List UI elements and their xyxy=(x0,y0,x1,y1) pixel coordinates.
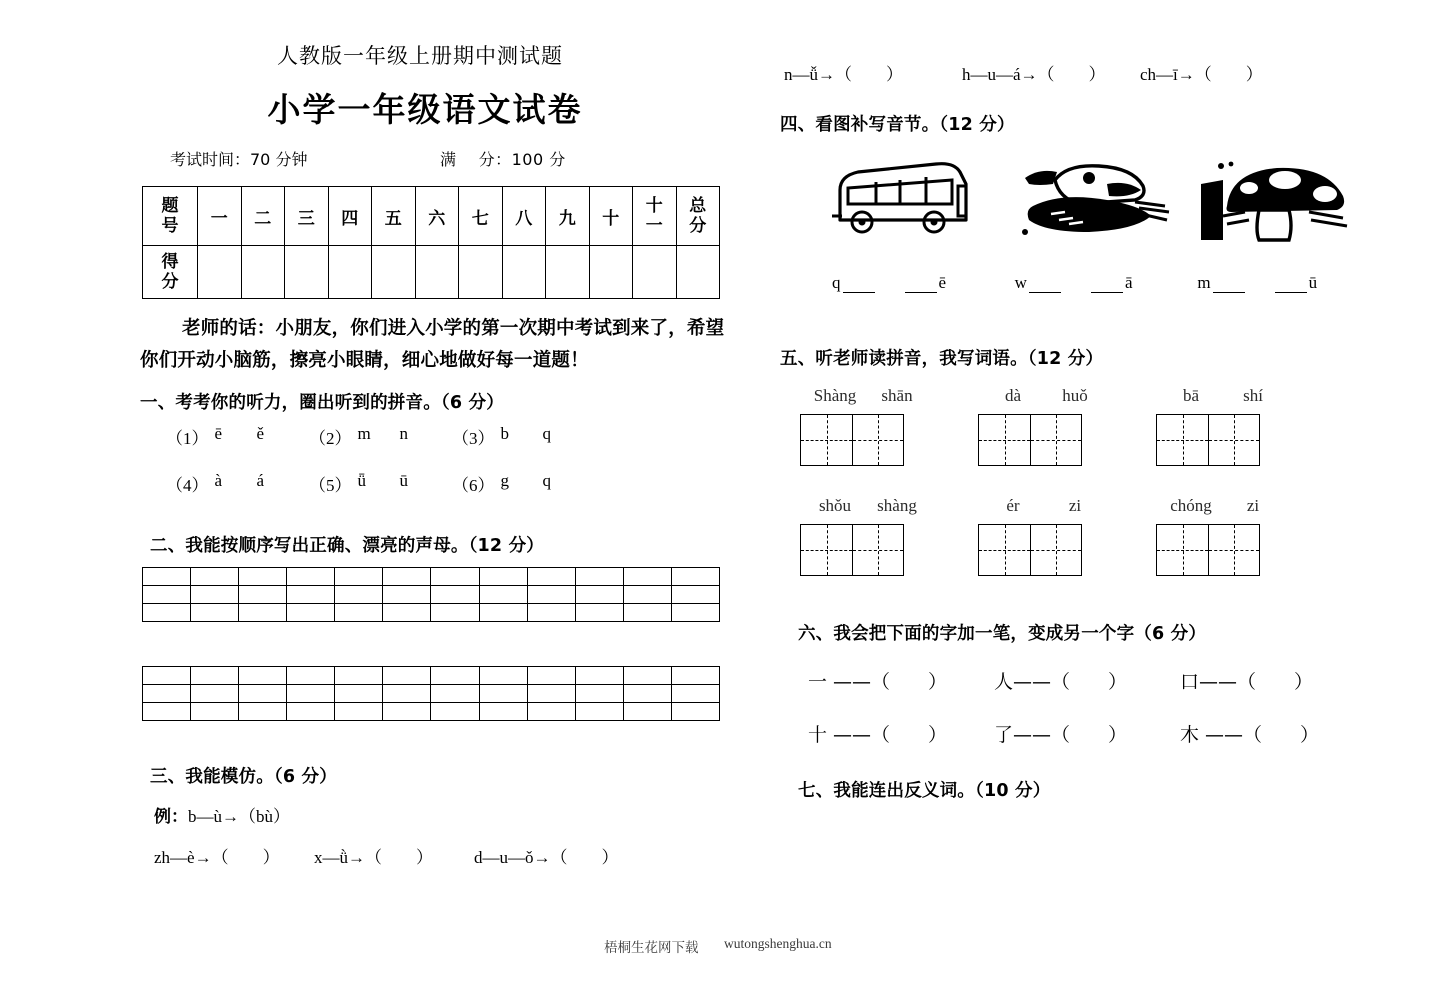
word-entry-3 xyxy=(1156,386,1334,466)
score-cell-6[interactable] xyxy=(415,246,459,299)
row-header-score: 得 分 xyxy=(143,246,198,299)
grid-cell[interactable] xyxy=(383,684,431,702)
left-column xyxy=(140,40,740,868)
grid-cell[interactable] xyxy=(143,585,191,603)
grid-cell[interactable] xyxy=(143,684,191,702)
pinyin-choice-2-label: （2） xyxy=(309,428,352,448)
syllable-input-3a[interactable] xyxy=(1213,279,1245,293)
word-pinyin-2 xyxy=(982,386,1156,406)
syllable-input-2a[interactable] xyxy=(1029,279,1061,293)
add-stroke-item-5[interactable]: 了——（ ） xyxy=(994,724,1128,746)
grid-cell[interactable] xyxy=(431,603,479,621)
add-stroke-item-3[interactable]: 口——（ ） xyxy=(1180,671,1314,693)
section-1-items xyxy=(166,424,740,496)
pinyin-syllable-1a: Shàng xyxy=(813,386,857,405)
tianzige-6[interactable] xyxy=(1156,524,1260,576)
pinyin-choice-row-1 xyxy=(166,424,740,449)
grid-cell[interactable] xyxy=(239,702,287,720)
grid-cell[interactable] xyxy=(431,684,479,702)
grid-cell[interactable] xyxy=(191,702,239,720)
pinyin-syllable-4a: shǒu xyxy=(818,496,852,515)
grid-cell[interactable] xyxy=(287,585,335,603)
grid-cell[interactable] xyxy=(527,603,575,621)
syllable-initial-3: m xyxy=(1197,273,1211,292)
word-grid-row-2 xyxy=(800,496,1380,576)
pinyin-choice-4[interactable] xyxy=(166,471,309,496)
pinyin-syllable-3b: shí xyxy=(1243,386,1263,405)
grid-cell[interactable] xyxy=(575,585,623,603)
grid-cell[interactable] xyxy=(527,684,575,702)
pinyin-option-6a[interactable]: g xyxy=(500,470,509,490)
grid-cell[interactable] xyxy=(191,666,239,684)
grid-cell[interactable] xyxy=(575,702,623,720)
exam-meta xyxy=(140,147,740,170)
pinyin-syllable-4b: shàng xyxy=(877,496,917,515)
score-cell-9[interactable] xyxy=(546,246,590,299)
pinyin-option-5b[interactable]: ū xyxy=(399,470,408,490)
bus-picture xyxy=(832,154,1015,259)
score-col-5: 五 xyxy=(372,187,416,246)
syllable-blank-1[interactable] xyxy=(832,273,1015,293)
grid-cell[interactable] xyxy=(239,603,287,621)
section-4-syllable-blanks xyxy=(832,273,1380,293)
section-2-heading: 二、我能按顺序写出正确、漂亮的声母。（12 分） xyxy=(150,535,544,556)
pinyin-syllable-5a: ér xyxy=(1006,496,1020,515)
pinyin-option-1a[interactable]: ē xyxy=(214,423,223,443)
grid-cell[interactable] xyxy=(671,603,719,621)
pinyin-option-6b[interactable]: q xyxy=(542,470,551,490)
score-cell-5[interactable] xyxy=(372,246,416,299)
pinyin-option-3a[interactable]: b xyxy=(500,423,509,443)
grid-cell[interactable] xyxy=(191,567,239,585)
grid-cell[interactable] xyxy=(287,567,335,585)
grid-cell[interactable] xyxy=(671,684,719,702)
tianzige-2[interactable] xyxy=(978,414,1082,466)
grid-cell[interactable] xyxy=(575,666,623,684)
example-text: b—ù→（bù） xyxy=(188,806,290,826)
grid-cell[interactable] xyxy=(383,666,431,684)
right-column xyxy=(780,48,1380,812)
table-row xyxy=(143,603,720,621)
pinyin-option-3b[interactable]: q xyxy=(542,423,551,443)
word-pinyin-6 xyxy=(1160,496,1334,516)
pinyin-choice-6[interactable] xyxy=(452,471,595,496)
grid-cell[interactable] xyxy=(287,603,335,621)
section-6-items xyxy=(808,667,1380,747)
pinyin-choice-4-label: （4） xyxy=(166,475,209,495)
grid-cell[interactable] xyxy=(671,585,719,603)
section-5-heading: 五、听老师读拼音，我写词语。（12 分） xyxy=(780,349,1104,369)
table-row xyxy=(143,666,720,684)
grid-cell[interactable] xyxy=(479,702,527,720)
grid-cell[interactable] xyxy=(623,684,671,702)
add-stroke-row-1 xyxy=(808,667,1380,694)
section-5-word-grids xyxy=(800,386,1380,576)
grid-cell[interactable] xyxy=(575,684,623,702)
syllable-blank-2[interactable] xyxy=(1015,273,1198,293)
tianzige-cell[interactable] xyxy=(852,525,903,575)
page-title: 小学一年级语文试卷 xyxy=(267,90,583,129)
score-cell-4[interactable] xyxy=(328,246,372,299)
grid-cell[interactable] xyxy=(623,567,671,585)
pinyin-syllable-6b: zi xyxy=(1246,496,1260,515)
pinyin-option-4a[interactable]: à xyxy=(214,470,223,490)
syllable-input-1a[interactable] xyxy=(843,279,875,293)
grid-spacer xyxy=(140,622,740,666)
score-col-total: 总 分 xyxy=(676,187,720,246)
syllable-input-3b[interactable] xyxy=(1275,279,1307,293)
word-entry-1 xyxy=(800,386,978,466)
word-entry-4 xyxy=(800,496,978,576)
tianzige-cell[interactable] xyxy=(1030,525,1081,575)
pinyin-choice-1-label: （1） xyxy=(166,428,209,448)
grid-cell[interactable] xyxy=(287,702,335,720)
imitate-item-5[interactable]: h—u—á→（ ） xyxy=(962,65,1106,84)
grid-cell[interactable] xyxy=(575,603,623,621)
pinyin-choice-5[interactable] xyxy=(309,471,452,496)
pinyin-option-1b[interactable]: ě xyxy=(256,423,265,443)
pinyin-syllable-3a: bā xyxy=(1182,386,1200,405)
add-stroke-item-6[interactable]: 木 ——（ ） xyxy=(1180,724,1320,746)
grid-cell[interactable] xyxy=(335,603,383,621)
grid-cell[interactable] xyxy=(623,603,671,621)
syllable-initial-2: w xyxy=(1014,273,1027,292)
score-col-9: 九 xyxy=(546,187,590,246)
score-col-8: 八 xyxy=(502,187,546,246)
score-cell-10[interactable] xyxy=(589,246,633,299)
pinyin-syllable-2a: dà xyxy=(1004,386,1022,405)
grid-cell[interactable] xyxy=(431,702,479,720)
tianzige-cell[interactable] xyxy=(801,525,852,575)
syllable-input-1b[interactable] xyxy=(905,279,937,293)
grid-cell[interactable] xyxy=(623,585,671,603)
grid-cell[interactable] xyxy=(623,702,671,720)
score-col-6: 六 xyxy=(415,187,459,246)
score-cell-3[interactable] xyxy=(285,246,329,299)
table-row xyxy=(143,585,720,603)
pinyin-choice-3-label: （3） xyxy=(452,428,495,448)
grid-cell[interactable] xyxy=(191,585,239,603)
exam-time-label: 考试时间：70 分钟 xyxy=(170,150,308,169)
grid-cell[interactable] xyxy=(527,567,575,585)
grid-cell[interactable] xyxy=(383,603,431,621)
grid-cell[interactable] xyxy=(431,585,479,603)
footer-site-url: wutongshenghua.cn xyxy=(724,936,832,951)
section-3-heading: 三、我能模仿。（6 分） xyxy=(150,766,337,787)
imitate-item-2[interactable]: x—ǜ→（ ） xyxy=(314,847,433,867)
score-col-4: 四 xyxy=(328,187,372,246)
table-row xyxy=(143,684,720,702)
pinyin-syllable-2b: huǒ xyxy=(1062,386,1088,405)
grid-cell[interactable] xyxy=(335,666,383,684)
pinyin-option-4b[interactable]: á xyxy=(256,470,265,490)
grid-cell[interactable] xyxy=(143,603,191,621)
grid-cell[interactable] xyxy=(671,702,719,720)
grid-cell[interactable] xyxy=(143,666,191,684)
row-header-question-number: 题 号 xyxy=(143,187,198,246)
example-label: 例： xyxy=(154,806,188,827)
footer xyxy=(604,936,832,956)
grid-cell[interactable] xyxy=(479,666,527,684)
imitate-item-1[interactable]: zh—è→（ ） xyxy=(154,847,280,867)
grid-cell[interactable] xyxy=(335,702,383,720)
section-4-heading: 四、看图补写音节。（12 分） xyxy=(780,115,1015,135)
imitate-item-3[interactable]: d—u—ǒ→（ ） xyxy=(474,847,619,867)
word-pinyin-3 xyxy=(1160,386,1334,406)
grid-cell[interactable] xyxy=(671,666,719,684)
full-marks-label: 满 分：100 分 xyxy=(440,150,566,169)
pinyin-syllable-5b: zi xyxy=(1068,496,1082,515)
grid-cell[interactable] xyxy=(479,603,527,621)
score-col-1: 一 xyxy=(198,187,242,246)
pinyin-option-2b[interactable]: n xyxy=(399,423,408,443)
grid-cell[interactable] xyxy=(287,684,335,702)
grid-cell[interactable] xyxy=(575,567,623,585)
pinyin-choice-2[interactable] xyxy=(309,424,452,449)
pinyin-option-2a[interactable]: m xyxy=(357,423,371,443)
tianzige-cell[interactable] xyxy=(1157,415,1208,465)
score-cell-1[interactable] xyxy=(198,246,242,299)
score-cell-2[interactable] xyxy=(241,246,285,299)
word-pinyin-4 xyxy=(804,496,978,516)
syllable-input-2b[interactable] xyxy=(1091,279,1123,293)
grid-cell[interactable] xyxy=(239,567,287,585)
tianzige-cell[interactable] xyxy=(852,415,903,465)
pinyin-choice-3[interactable] xyxy=(452,424,595,449)
grid-cell[interactable] xyxy=(527,666,575,684)
score-col-11: 十 一 xyxy=(633,187,677,246)
table-row-scores xyxy=(143,246,720,299)
teacher-note: 老师的话：小朋友，你们进入小学的第一次期中考试到来了，希望你们开动小脑筋，擦亮小眼睛，细心地做好每一道题！ xyxy=(140,318,725,371)
grid-cell[interactable] xyxy=(335,585,383,603)
score-cell-total[interactable] xyxy=(676,246,720,299)
add-stroke-item-1[interactable]: 一 ——（ ） xyxy=(808,671,948,693)
section-3-items-row-2 xyxy=(784,60,1380,85)
footer-site-name: 梧桐生花网下载 xyxy=(604,940,699,955)
section-6-heading: 六、我会把下面的字加一笔，变成另一个字（6 分） xyxy=(798,624,1207,644)
imitate-item-6[interactable]: ch—ī→（ ） xyxy=(1140,65,1263,84)
tianzige-cell[interactable] xyxy=(801,415,852,465)
initials-writing-grid-1[interactable] xyxy=(142,567,720,622)
word-entry-5 xyxy=(978,496,1156,576)
tianzige-cell[interactable] xyxy=(1157,525,1208,575)
word-entry-2 xyxy=(978,386,1156,466)
grid-cell[interactable] xyxy=(383,702,431,720)
bird-picture xyxy=(1015,154,1198,259)
syllable-final-1: ē xyxy=(938,273,947,292)
pinyin-choice-6-label: （6） xyxy=(452,475,495,495)
grid-cell[interactable] xyxy=(335,684,383,702)
grid-cell[interactable] xyxy=(479,684,527,702)
mushroom-picture xyxy=(1197,154,1380,259)
grid-cell[interactable] xyxy=(431,666,479,684)
grid-cell[interactable] xyxy=(479,585,527,603)
tianzige-3[interactable] xyxy=(1156,414,1260,466)
tianzige-cell[interactable] xyxy=(979,415,1030,465)
grid-cell[interactable] xyxy=(479,567,527,585)
grid-cell[interactable] xyxy=(671,567,719,585)
grid-cell[interactable] xyxy=(191,684,239,702)
grid-cell[interactable] xyxy=(383,567,431,585)
word-pinyin-5 xyxy=(982,496,1156,516)
grid-cell[interactable] xyxy=(191,603,239,621)
tianzige-cell[interactable] xyxy=(1030,415,1081,465)
initials-writing-grid-2[interactable] xyxy=(142,666,720,721)
score-col-10: 十 xyxy=(589,187,633,246)
score-cell-11[interactable] xyxy=(633,246,677,299)
table-row xyxy=(143,702,720,720)
tianzige-cell[interactable] xyxy=(1208,415,1259,465)
syllable-final-3: ū xyxy=(1308,273,1318,292)
add-stroke-item-4[interactable]: 十 ——（ ） xyxy=(808,724,948,746)
section-3-example xyxy=(154,802,740,827)
tianzige-4[interactable] xyxy=(800,524,904,576)
grid-cell[interactable] xyxy=(287,666,335,684)
syllable-final-2: ā xyxy=(1124,273,1133,292)
section-3-items-row-1 xyxy=(154,843,740,868)
pinyin-syllable-1b: shān xyxy=(881,386,913,405)
pinyin-choice-row-2 xyxy=(166,471,740,496)
pinyin-syllable-6a: chóng xyxy=(1170,496,1212,515)
tianzige-5[interactable] xyxy=(978,524,1082,576)
score-col-7: 七 xyxy=(459,187,503,246)
word-grid-row-1 xyxy=(800,386,1380,466)
tianzige-cell[interactable] xyxy=(1208,525,1259,575)
grid-cell[interactable] xyxy=(239,666,287,684)
score-cell-7[interactable] xyxy=(459,246,503,299)
tianzige-1[interactable] xyxy=(800,414,904,466)
add-stroke-row-2 xyxy=(808,720,1380,747)
syllable-initial-1: q xyxy=(832,273,841,292)
grid-cell[interactable] xyxy=(527,702,575,720)
pinyin-option-5a[interactable]: ǖ xyxy=(357,470,366,490)
pinyin-choice-5-label: （5） xyxy=(309,475,352,495)
grid-cell[interactable] xyxy=(623,666,671,684)
document-subtitle: 人教版一年级上册期中测试题 xyxy=(277,44,563,68)
score-cell-8[interactable] xyxy=(502,246,546,299)
syllable-blank-3[interactable] xyxy=(1197,273,1380,293)
word-pinyin-1 xyxy=(804,386,978,406)
table-row-question-numbers xyxy=(143,187,720,246)
grid-cell[interactable] xyxy=(335,567,383,585)
grid-cell[interactable] xyxy=(527,585,575,603)
pinyin-choice-1[interactable] xyxy=(166,424,309,449)
imitate-item-4[interactable]: n—ǚ→（ ） xyxy=(784,65,903,84)
section-4-pictures xyxy=(832,154,1380,259)
add-stroke-item-2[interactable]: 人——（ ） xyxy=(994,671,1128,693)
score-col-2: 二 xyxy=(241,187,285,246)
word-entry-6 xyxy=(1156,496,1334,576)
section-1-heading: 一、考考你的听力，圈出听到的拼音。（6 分） xyxy=(140,392,504,413)
grid-cell[interactable] xyxy=(239,585,287,603)
section-7-heading: 七、我能连出反义词。（10 分） xyxy=(798,781,1051,801)
grid-cell[interactable] xyxy=(431,567,479,585)
table-row xyxy=(143,567,720,585)
tianzige-cell[interactable] xyxy=(979,525,1030,575)
grid-cell[interactable] xyxy=(143,702,191,720)
score-table xyxy=(142,186,720,299)
grid-cell[interactable] xyxy=(383,585,431,603)
grid-cell[interactable] xyxy=(239,684,287,702)
grid-cell[interactable] xyxy=(143,567,191,585)
score-col-3: 三 xyxy=(285,187,329,246)
